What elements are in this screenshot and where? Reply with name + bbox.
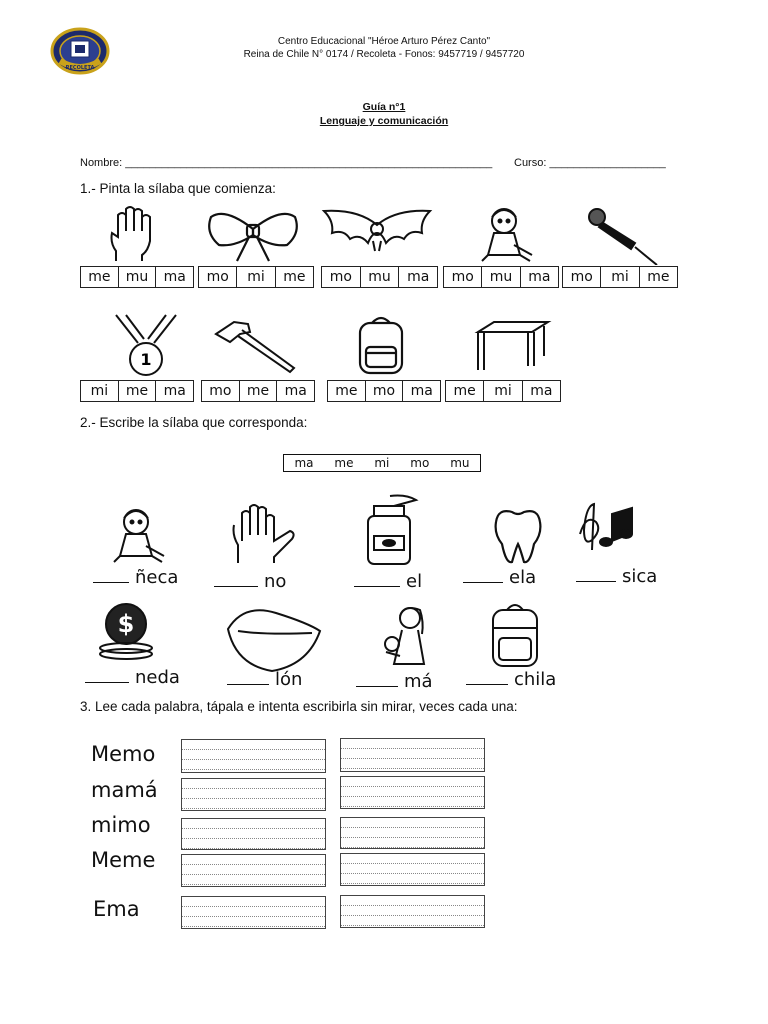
doll-icon [474,205,540,263]
syllable-option[interactable]: me [240,381,278,401]
school-name: Centro Educacional "Héroe Arturo Pérez Canto" [277,36,491,47]
syllable-option[interactable]: ma [528,269,551,285]
hammer-icon [214,316,300,374]
section3-question: 3. Lee cada palabra, tápala e intenta escribirla sin mirar, veces cada una: [80,699,518,714]
melon-icon [224,605,324,675]
word-suffix: lón [275,669,303,690]
word-suffix: má [404,671,433,692]
fill-word [463,567,536,588]
guide-title: Guía n°1 [362,101,406,113]
bat-icon [318,207,436,257]
bank-syllable: ma [294,456,314,470]
syllable-option[interactable]: ma [407,269,430,285]
syllable-option[interactable]: mi [81,381,119,401]
syllable-row [443,266,559,288]
fill-word [227,669,302,690]
writing-box[interactable] [340,853,485,886]
writing-box[interactable] [340,738,485,772]
syllable-option[interactable]: mo [444,267,482,287]
syllable-row [327,380,441,402]
fill-word [214,571,286,592]
syllable-option[interactable]: ma [410,383,433,399]
syllable-row [80,380,194,402]
section2-question: 2.- Escribe la sílaba que corresponda: [80,415,308,430]
logo-text: RECOLETA [65,65,95,71]
syllable-option[interactable]: mu [361,267,400,287]
honey-jar-icon [360,494,422,566]
syllable-option[interactable]: mi [601,267,639,287]
hand-icon [104,205,164,263]
syllable-option[interactable]: me [81,267,119,287]
writing-box[interactable] [181,818,326,850]
word-suffix: sica [622,566,658,587]
bank-syllable: mi [374,456,390,470]
section1-question: 1.- Pinta la sílaba que comienza: [80,181,276,196]
writing-box[interactable] [181,896,326,929]
word-suffix: ñeca [135,567,179,588]
syllable-row [201,380,315,402]
fill-word [356,671,433,692]
nombre-field[interactable]: Nombre: ____________________________________________________________ [80,157,493,169]
practice-word: Ema [93,897,140,921]
practice-word: Meme [91,848,156,872]
syllable-option[interactable]: me [328,381,366,401]
medal-number: 1 [140,350,152,369]
writing-box[interactable] [340,895,485,928]
doll-icon [106,506,172,566]
practice-word: mamá [91,778,158,802]
syllable-option[interactable]: ma [530,383,553,399]
bank-syllable: mo [410,456,430,470]
syllable-option[interactable]: mo [199,267,237,287]
music-notes-icon [576,500,636,554]
word-suffix: neda [135,667,180,688]
fill-word [466,669,556,690]
syllable-bank [283,454,481,472]
word-suffix: no [264,571,287,592]
writing-box[interactable] [340,817,485,849]
guide-subtitle: Lenguaje y comunicación [319,115,449,127]
practice-word: Memo [91,742,156,766]
syllable-option[interactable]: mu [482,267,520,287]
backpack-icon [352,313,410,377]
syllable-option[interactable]: ma [284,383,307,399]
hand-icon [228,501,304,565]
fill-word [576,566,657,587]
fill-word [85,667,180,688]
microphone-icon [585,207,663,265]
bow-icon [205,207,301,263]
syllable-row [198,266,314,288]
syllable-option[interactable]: me [446,381,484,401]
syllable-option[interactable]: mo [322,267,361,287]
word-suffix: el [406,571,423,592]
syllable-option[interactable]: mo [202,381,240,401]
mother-icon [380,604,434,668]
syllable-option[interactable]: mo [366,381,404,401]
tooth-icon [490,508,546,566]
writing-box[interactable] [181,739,326,773]
coin-symbol: $ [117,610,135,638]
school-address: Reina de Chile N° 0174 / Recoleta - Fonos: 9457719 / 9457720 [243,49,525,60]
syllable-option[interactable]: mo [563,267,601,287]
curso-field[interactable]: Curso: ___________________ [514,157,666,169]
syllable-option[interactable]: me [647,269,670,285]
writing-box[interactable] [181,778,326,811]
word-suffix: chila [514,669,557,690]
writing-box[interactable] [340,776,485,809]
practice-word: mimo [91,813,151,837]
bank-syllable: mu [450,456,470,470]
syllable-row [562,266,678,288]
syllable-option[interactable]: mi [484,381,522,401]
table-icon [472,320,552,372]
writing-box[interactable] [181,854,326,887]
syllable-row [445,380,561,402]
fill-word [93,567,178,588]
bank-syllable: me [334,456,354,470]
syllable-row [321,266,438,288]
syllable-row [80,266,194,288]
fill-word [354,571,422,592]
syllable-option[interactable]: mi [237,267,275,287]
medal-icon [108,313,184,377]
backpack-icon [485,600,545,672]
syllable-option[interactable]: me [119,381,157,401]
syllable-option[interactable]: mu [119,267,157,287]
syllable-option[interactable]: ma [163,383,186,399]
syllable-option[interactable]: me [283,269,306,285]
coin-icon [96,600,156,660]
word-suffix: ela [509,567,537,588]
syllable-option[interactable]: ma [163,269,186,285]
